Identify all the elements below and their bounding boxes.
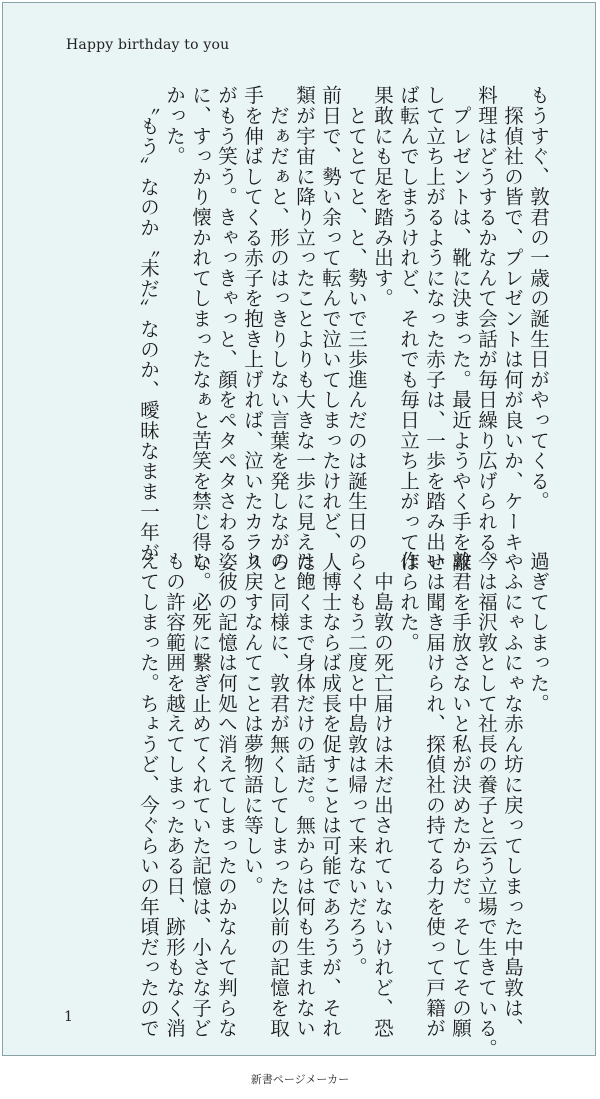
- body-text-bottom: 過ぎてしまった。 ふにゃふにゃな赤ん坊に戻ってしまった中島敦は、 今は福沢敦として社長の養子と云う立場で生きている。 敦君を手放さないと私が決めたからだ。そしてその願 いは聞き届けられ、探偵社の持てる力を使って戸籍が 作られた。 中島敦の死亡届けは未だ出されていないけれど、恐 らくもう二度と中島敦は帰って来ないだろう。 博士ならば成長を促すことは可能であろうが、それ は飽くまで身体だけの話だ。無からは何も生まれない のと同様に、敦君が無くしてしまった以前の記憶を取 り戻すなんてことは夢物語に等しい。 彼の記憶は何処へ消えてしまったのかなんて判らな い。必死に繋ぎ止めてくれていた記憶は、小さな子ど もの許容範囲を越えてしまったある日、跡形もなく消 えてしまった。ちょうど、今ぐらいの年頃だったので: [137, 551, 550, 1059]
- book-page: [2, 2, 596, 1059]
- footer-credit: 新書ページメーカー: [250, 1073, 350, 1086]
- page-number: 1: [64, 1009, 73, 1025]
- page-title: Happy birthday to you: [66, 37, 230, 53]
- body-text-top: もうすぐ、敦君の一歳の誕生日がやってくる。 探偵社の皆で、プレゼントは何が良いか、ケーキや 料理はどうするかなんて会話が毎日繰り広げられる。 プレゼントは、靴に決まった。最近ようやく手を離 して立ち上がるようになった赤子は、一歩を踏み出せ ば転んでしまうけれど、それでも毎日立ち上がっては 果敢にも足を踏み出す。 とてとてと、と、勢いで三歩進んだのは誕生日の 前日で、勢い余って転んで泣いてしまったけれど、人 類が宇宙に降り立ったことよりも大きな一歩に見えた。 だぁだぁと、形のはっきりしない言葉を発しながら 手を伸ばしてくる赤子を抱き上げれば、泣いたカラス がもう笑う。きゃっきゃっと、顔をペタペタさわる姿 に、すっかり懐かれてしまったなぁと苦笑を禁じ得な かった。 〝もう〟なのか〝未だ〟なのか、曖昧なまま一年が: [137, 85, 550, 593]
